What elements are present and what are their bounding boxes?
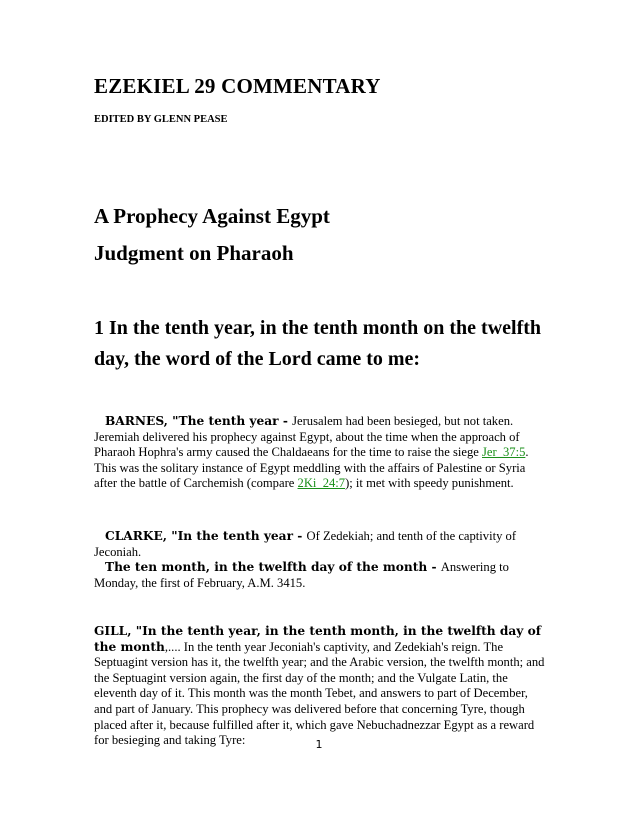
section-heading-prophecy: A Prophecy Against Egypt [94,204,330,228]
clarke-text-1: Of Zedekiah; and tenth of the captivity of Jeconiah. [94,529,517,559]
barnes-text-3: ); it met with speedy punishment. [345,476,514,491]
ref-link-2ki-24-7[interactable]: 2Ki_24:7 [297,476,346,491]
editor-credit: EDITED BY GLENN PEASE [94,114,228,125]
clarke-lead-2: The ten month, in the twelfth day of the month - [105,560,441,575]
section-heading-judgment: Judgment on Pharaoh [94,241,294,265]
clarke-text-2: Answering to Monday, the first of February, A.M. 3415. [94,560,509,590]
barnes-lead: BARNES, "The tenth year - [105,414,293,428]
clarke-lead-1: CLARKE, "In the tenth year - [105,529,307,543]
verse-heading: 1 In the tenth year, in the tenth month on the twelfth day, the word of the Lord came to me: [94,317,542,370]
barnes-text-1: Jerusalem had been besieged, but not taken. Jeremiah delivered his prophecy against Egypt, about the time when the approach of Pharaoh Hophra's army caused the Chaldaeans for the time to raise the siege [94,414,520,460]
barnes-commentary [94,414,546,492]
document-title: EZEKIEL 29 COMMENTARY [94,74,381,98]
gill-commentary [94,624,546,749]
gill-lead: GILL, "In the tenth year, in the tenth month, in the twelfth day of the month [94,624,541,654]
barnes-text-2: . This was the solitary instance of Egypt meddling with the affairs of Palestine or Syria after the battle of Carchemish (compare [94,445,529,491]
gill-text: ,.... In the tenth year Jeconiah's captivity, and Zedekiah's reign. The Septuagint version has it, the twelfth year; and the Arabic version, the twelfth month; and the Septuagint version again, the first day of the month; and the Vulgate Latin, the eleventh day of it. This month was the month Tebet, and answers to part of December, and part of January. This prophecy was delivered before that concerning Tyre, though placed after it, because fulfilled after it, which gave Nebuchadnezzar Egypt as a reward for besieging and taking Tyre: [94,639,545,748]
page-number: 1 [315,738,323,751]
clarke-commentary [94,529,546,591]
ref-link-jer-37-5[interactable]: Jer_37:5 [482,445,526,460]
